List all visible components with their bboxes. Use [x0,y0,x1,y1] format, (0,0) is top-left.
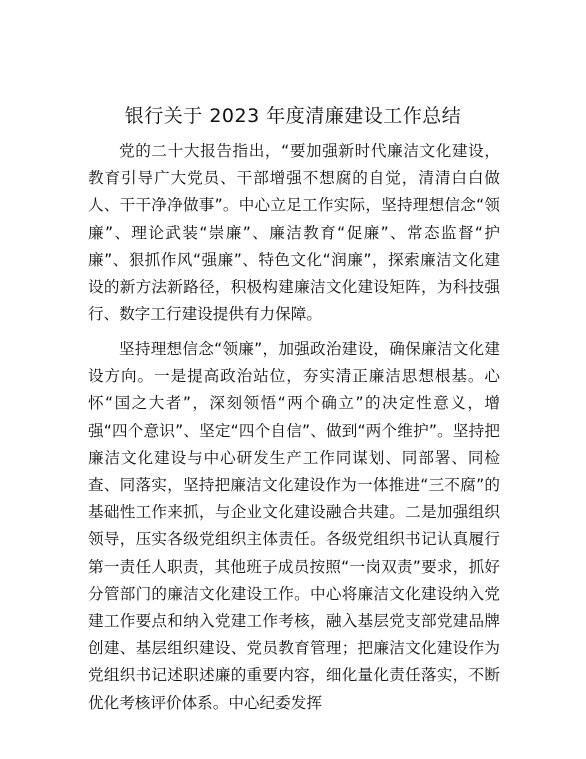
document-title: 银行关于 2023 年度清廉建设工作总结 [124,105,462,127]
paragraph-2: 坚持理想信念“领廉”，加强政治建设，确保廉洁文化建设方向。一是提高政治站位，夯实清正廉洁思想根基。心怀“国之大者”，深刻领悟“两个确立”的决定性意义，增强“四个意识”、坚定“四个自信”、做到“两个维护”。坚持把廉洁文化建设与中心研发生产工作同谋划、同部署、同检查、同落实，坚持把廉洁文化建设作为一体推进“三不腐”的基础性工作来抓，与企业文化建设融合共建。二是加强组织领导，压实各级党组织主体责任。各级党组织书记认真履行第一责任人职责，其他班子成员按照“一岗双责”要求，抓好分管部门的廉洁文化建设工作。中心将廉洁文化建设纳入党建工作要点和纳入党建工作考核，融入基层党支部党建品牌创建、基层组织建设、党员教育管理；把廉洁文化建设作为党组织书记述职述廉的重要内容，细化量化责任落实，不断优化考核评价体系。中心纪委发挥 [88,340,500,712]
paragraph-1: 党的二十大报告指出，“要加强新时代廉洁文化建设，教育引导广大党员、干部增强不想腐的自觉，清清白白做人、干干净净做事”。中心立足工作实际，坚持理想信念“领廉”、理论武装“崇廉”、廉洁教育“促廉”、常态监督“护廉”、狠抓作风“强廉”、特色文化“润廉”，探索廉洁文化建设的新方法新路径，积极构建廉洁文化建设矩阵，为科技强行、数字工行建设提供有力保障。 [88,142,500,324]
